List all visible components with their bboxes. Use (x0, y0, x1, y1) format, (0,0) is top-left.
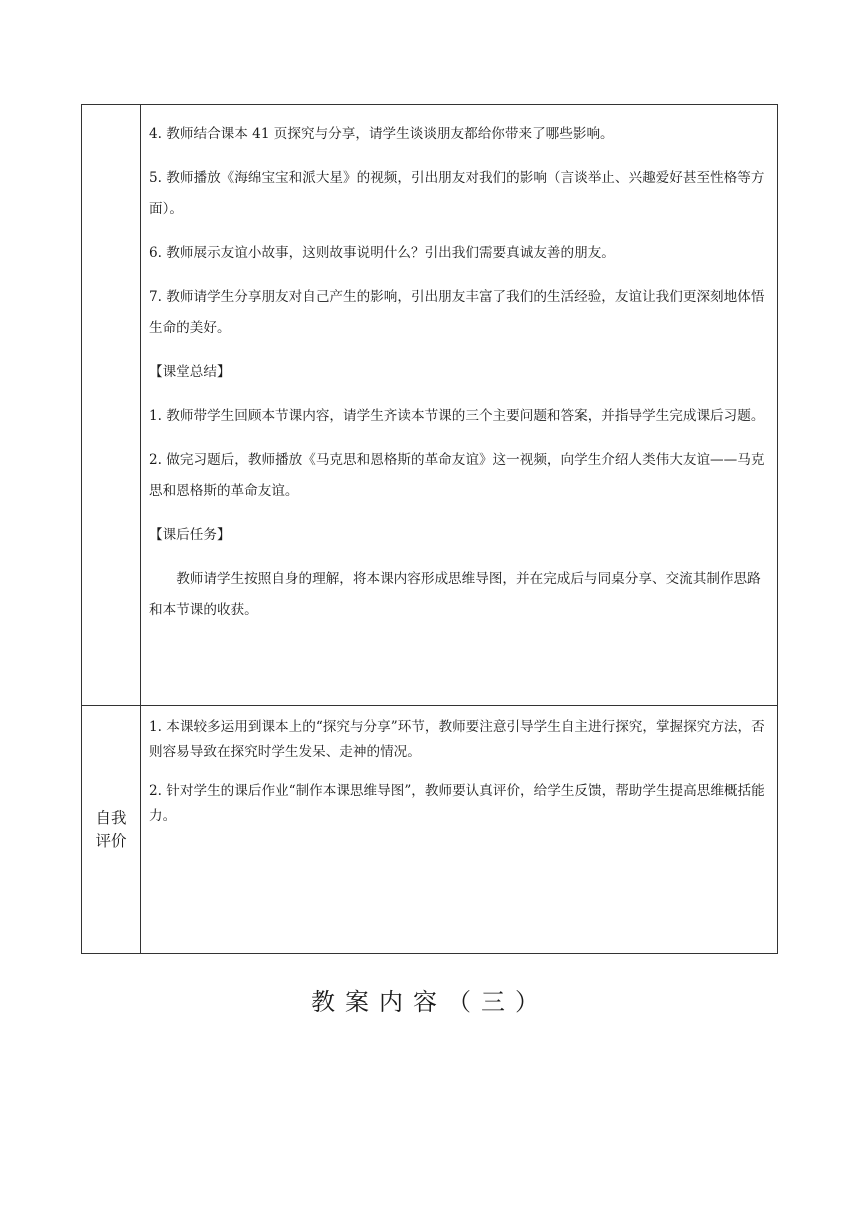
evaluation-item-1: 1. 本课较多运用到课本上的“探究与分享”环节，教师要注意引导学生自主进行探究，掌握探究方法，否则容易导致在探究时学生发呆、走神的情况。 (149, 719, 765, 760)
step-6: 6. 教师展示友谊小故事，这则故事说明什么？引出我们需要真诚友善的朋友。 (149, 245, 615, 261)
step-5: 5. 教师播放《海绵宝宝和派大星》的视频，引出朋友对我们的影响（言谈举止、兴趣爱好甚至性格等方面）。 (149, 170, 765, 217)
self-evaluation-label (82, 706, 141, 954)
step-7: 7. 教师请学生分享朋友对自己产生的影响，引出朋友丰富了我们的生活经验，友谊让我们更深刻地体悟生命的美好。 (149, 289, 765, 336)
summary-heading: 【课堂总结】 (149, 364, 231, 380)
homework-text: 教师请学生按照自身的理解，将本课内容形成思维导图，并在完成后与同桌分享、交流其制作思路和本节课的收获。 (149, 571, 761, 618)
lesson-plan-table (81, 104, 778, 954)
homework-heading: 【课后任务】 (149, 527, 231, 543)
teaching-process-cell (141, 105, 778, 706)
summary-item-1: 1. 教师带学生回顾本节课内容，请学生齐读本节课的三个主要问题和答案，并指导学生完成课后习题。 (149, 408, 765, 424)
summary-item-2: 2. 做完习题后，教师播放《马克思和恩格斯的革命友谊》这一视频，向学生介绍人类伟大友谊——马克思和恩格斯的革命友谊。 (149, 452, 765, 499)
evaluation-item-2: 2. 针对学生的课后作业“制作本课思维导图”，教师要认真评价，给学生反馈，帮助学生提高思维概括能力。 (149, 783, 765, 824)
step-4: 4. 教师结合课本 41 页探究与分享，请学生谈谈朋友都给你带来了哪些影响。 (149, 126, 614, 142)
left-cell-empty (82, 105, 141, 706)
self-evaluation-label-text: 自我评价 (95, 808, 127, 850)
table-row (82, 706, 778, 954)
self-evaluation-cell (141, 706, 778, 954)
section-heading: 教案内容（三） (311, 988, 549, 1016)
table-row (82, 105, 778, 706)
